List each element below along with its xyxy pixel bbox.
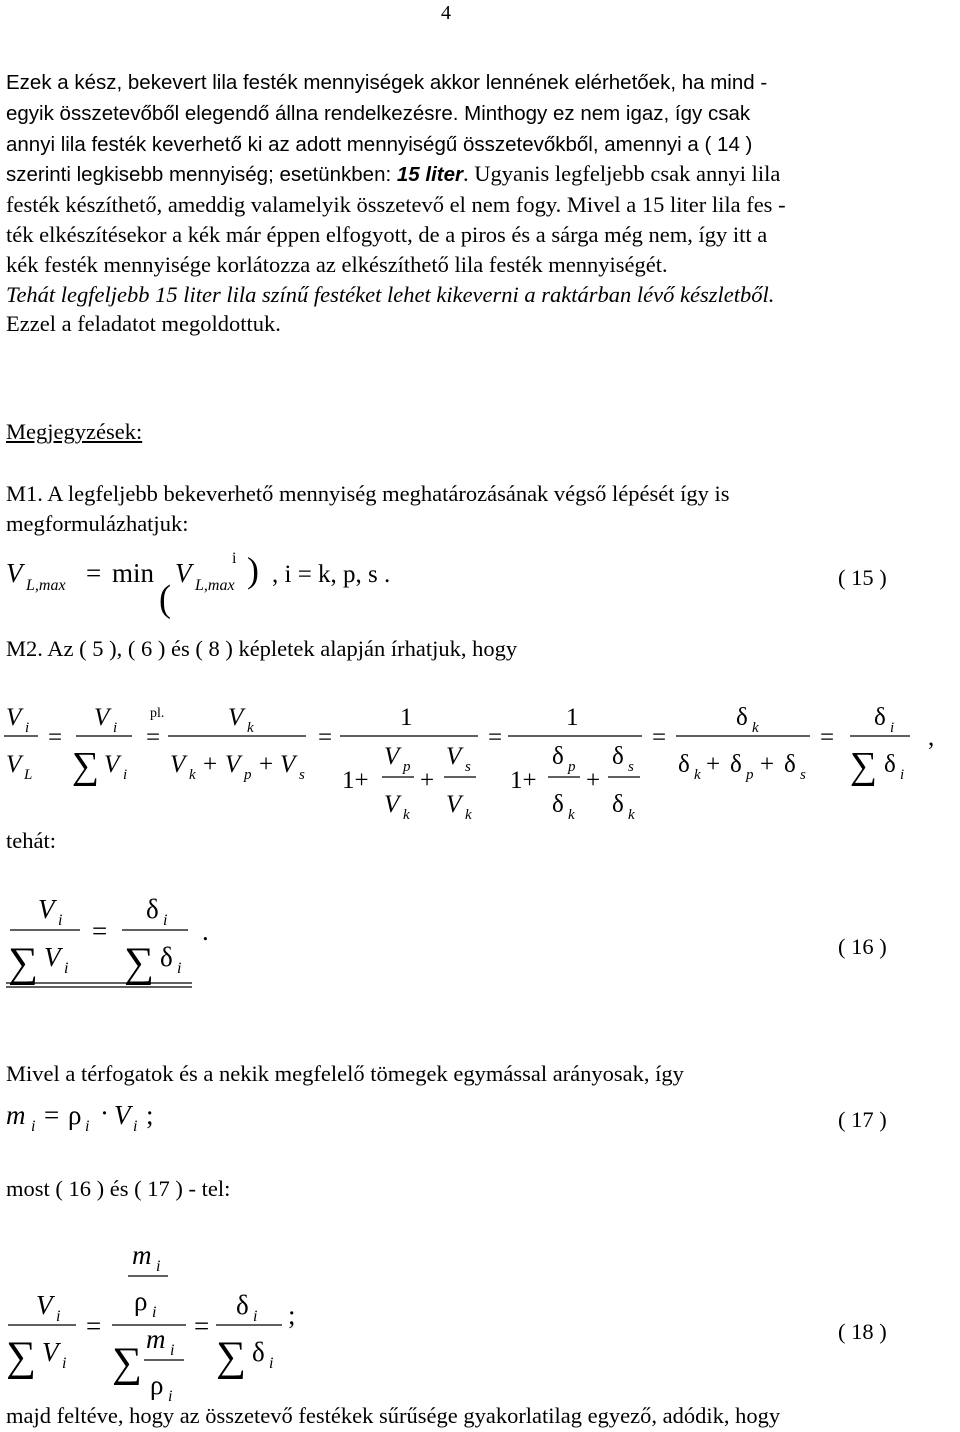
math-delta: δ — [736, 704, 748, 731]
math-sub: k — [247, 720, 254, 736]
math-sum: ∑ — [216, 1334, 246, 1380]
equation-18 — [6, 1240, 296, 1405]
math-rho: ρ — [68, 1100, 82, 1130]
para2-line1: Mivel a térfogatok és a nekik megfelelő tömegek egymással arányosak, így — [6, 1061, 684, 1086]
math-sum: ∑ — [112, 1340, 142, 1386]
text: festék készíthető, ameddig valamelyik összetevő el nem fogy. — [6, 192, 562, 218]
math-eq: = — [48, 724, 63, 751]
math-rparen: ) — [247, 550, 259, 590]
math-V: V — [36, 1290, 53, 1320]
text: Ezzel a feladatot megoldottuk. — [6, 311, 281, 337]
math-sub: i — [253, 1308, 258, 1325]
math-sum: ∑ — [124, 940, 154, 986]
math-sub: s — [628, 759, 634, 775]
math-eq: = — [92, 916, 108, 946]
equation-17 — [6, 1098, 154, 1135]
math-sub: L,max — [26, 577, 66, 594]
math-V: V — [6, 558, 23, 588]
math-sub: p — [244, 767, 252, 783]
math-V: V — [175, 558, 192, 588]
math-sub: s — [465, 759, 471, 775]
tehat-label: tehát: — [6, 828, 56, 853]
math-sub: i — [62, 1355, 67, 1372]
math-sub: i — [64, 960, 69, 977]
pl-label: pl. — [150, 706, 165, 721]
notes-heading: Megjegyzések: — [6, 419, 143, 444]
math-V: V — [42, 1337, 59, 1367]
math-eq: = — [44, 1100, 60, 1130]
math-V: V — [114, 1100, 131, 1130]
math-delta: δ — [552, 791, 564, 818]
text: kék festék mennyisége korlátozza az elkészíthető lila festék mennyiségét. — [6, 251, 668, 277]
math-sum: ∑ — [72, 745, 100, 787]
m1-line1: M1. A legfeljebb bekeverhető mennyiség meghatározásának végső lépését így is — [6, 481, 730, 506]
math-m: m — [132, 1240, 152, 1270]
math-sub: i — [25, 720, 30, 736]
text: Ezek a kész, bekevert lila festék mennyiségek akkor lennének elérhetőek, ha mind - — [6, 71, 768, 94]
math-sub: k — [694, 767, 701, 783]
math-V: V — [6, 751, 22, 778]
math-sub: p — [403, 759, 411, 775]
math-sub: k — [189, 767, 196, 783]
math-delta: δ — [784, 751, 796, 778]
math-sub: i — [31, 1118, 36, 1135]
math-semicolon: ; — [146, 1100, 154, 1130]
math-sum: ∑ — [8, 940, 38, 986]
math-eq: = — [318, 724, 333, 751]
math-delta: δ — [678, 751, 690, 778]
math-sub: k — [403, 807, 410, 823]
math-plus: + — [420, 767, 435, 794]
math-eq: = — [86, 1311, 102, 1341]
eq16-number: ( 16 ) — [838, 934, 887, 959]
math-delta: δ — [874, 704, 886, 731]
math-delta: δ — [612, 743, 624, 770]
math-sub: i — [168, 1388, 173, 1405]
math-sub: i — [152, 1304, 157, 1321]
math-eq: = — [86, 558, 102, 588]
math-period: . — [202, 916, 209, 946]
math-sub: i — [170, 1342, 175, 1359]
math-one-plus: 1+ — [510, 767, 537, 794]
math-sub: i — [58, 912, 63, 929]
math-sub: k — [628, 807, 635, 823]
eq17-number: ( 17 ) — [838, 1107, 887, 1132]
math-one: 1 — [400, 704, 413, 731]
eq15-number: ( 15 ) — [838, 565, 887, 590]
math-delta: δ — [612, 791, 624, 818]
math-comma: , — [928, 724, 935, 751]
math-eq: = — [820, 724, 835, 751]
text: ték elkészítésekor a kék már éppen elfogyott, de a piros és a sárga még nem, így itt a — [6, 221, 768, 247]
math-sum: ∑ — [850, 745, 878, 787]
math-eq: = — [488, 724, 503, 751]
math-V: V — [225, 751, 241, 778]
para2-line2: most ( 16 ) és ( 17 ) - tel: — [6, 1176, 231, 1201]
math-V: V — [94, 704, 110, 731]
math-semicolon: ; — [288, 1300, 296, 1330]
text: annyi lila festék keverhető ki az adott mennyiségű összetevőkből, amennyi a ( 14 ) — [6, 132, 753, 156]
math-sub: L,max — [195, 577, 235, 594]
math-sub: k — [465, 807, 472, 823]
math-delta: δ — [884, 751, 896, 778]
equation-15 — [6, 550, 390, 620]
math-sub: i — [123, 767, 128, 783]
math-sub: s — [800, 767, 806, 783]
math-sum: ∑ — [6, 1334, 36, 1380]
math-sub: i — [890, 720, 895, 736]
math-sub: i — [113, 720, 118, 736]
math-eq: = — [194, 1311, 210, 1341]
math-sub: k — [568, 807, 575, 823]
text: Mivel a 15 liter lila fes - — [561, 192, 786, 218]
math-V: V — [384, 743, 400, 770]
math-plus: + — [203, 751, 218, 778]
math-plus: + — [706, 751, 721, 778]
math-delta: δ — [146, 894, 159, 924]
math-tail: , i = k, p, s . — [272, 561, 391, 588]
math-sub: p — [568, 759, 576, 775]
math-V: V — [384, 791, 400, 818]
math-one-plus: 1+ — [342, 767, 369, 794]
m1-line2: megformulázhatjuk: — [6, 511, 189, 536]
highlight-result: 15 liter — [396, 163, 463, 187]
equation-chain — [4, 704, 934, 823]
math-sub: i — [156, 1258, 161, 1275]
math-V: V — [446, 791, 462, 818]
math-rho: ρ — [134, 1286, 148, 1316]
math-sub: i — [177, 960, 182, 977]
math-rho: ρ — [150, 1370, 164, 1400]
page-number: 4 — [441, 2, 451, 24]
math-sub: k — [752, 720, 759, 736]
equation-16 — [6, 894, 209, 987]
math-sub: i — [163, 912, 168, 929]
text: szerinti legkisebb mennyiség; esetünkben: — [6, 163, 397, 187]
math-lparen: ( — [159, 577, 171, 620]
eq18-number: ( 18 ) — [838, 1319, 887, 1344]
math-sup: i — [232, 550, 237, 567]
math-V: V — [280, 751, 296, 778]
math-sub: i — [269, 1355, 274, 1372]
math-sub: s — [299, 767, 305, 783]
conclusion-italic: Tehát legfeljebb 15 liter lila színű festéket lehet kikeverni a raktárban lévő készletből. — [6, 281, 775, 307]
math-V: V — [228, 704, 244, 731]
math-min: min — [112, 558, 155, 588]
para2-line3: majd feltéve, hogy az összetevő festékek sűrűsége gyakorlatilag egyező, adódik, hogy — [6, 1403, 781, 1428]
text: egyik összetevőből elegendő állna rendelkezésre. Minthogy ez nem igaz, így csak — [6, 101, 751, 125]
m2-line1: M2. Az ( 5 ), ( 6 ) és ( 8 ) képletek alapján írhatjuk, hogy — [6, 636, 518, 661]
math-V: V — [170, 751, 186, 778]
math-sub: i — [85, 1118, 90, 1135]
math-V: V — [446, 743, 462, 770]
math-delta: δ — [552, 743, 564, 770]
math-eq: = — [146, 724, 161, 751]
math-sub: i — [56, 1308, 61, 1325]
math-one: 1 — [566, 704, 579, 731]
math-dot: · — [100, 1098, 109, 1128]
math-m: m — [146, 1324, 166, 1354]
math-V: V — [38, 894, 55, 924]
math-plus: + — [586, 767, 601, 794]
math-sub: i — [133, 1118, 138, 1135]
math-V: V — [44, 942, 61, 972]
math-m: m — [6, 1100, 26, 1130]
math-V: V — [104, 751, 120, 778]
math-plus: + — [259, 751, 274, 778]
math-delta: δ — [252, 1337, 265, 1367]
math-plus: + — [760, 751, 775, 778]
math-delta: δ — [160, 942, 173, 972]
text: . Ugyanis legfeljebb csak annyi lila — [462, 161, 781, 187]
math-sub: L — [24, 767, 33, 783]
math-sub: p — [746, 767, 754, 783]
math-sub: i — [900, 767, 905, 783]
math-V: V — [6, 704, 22, 731]
math-delta: δ — [730, 751, 742, 778]
math-eq: = — [652, 724, 667, 751]
math-delta: δ — [236, 1290, 249, 1320]
